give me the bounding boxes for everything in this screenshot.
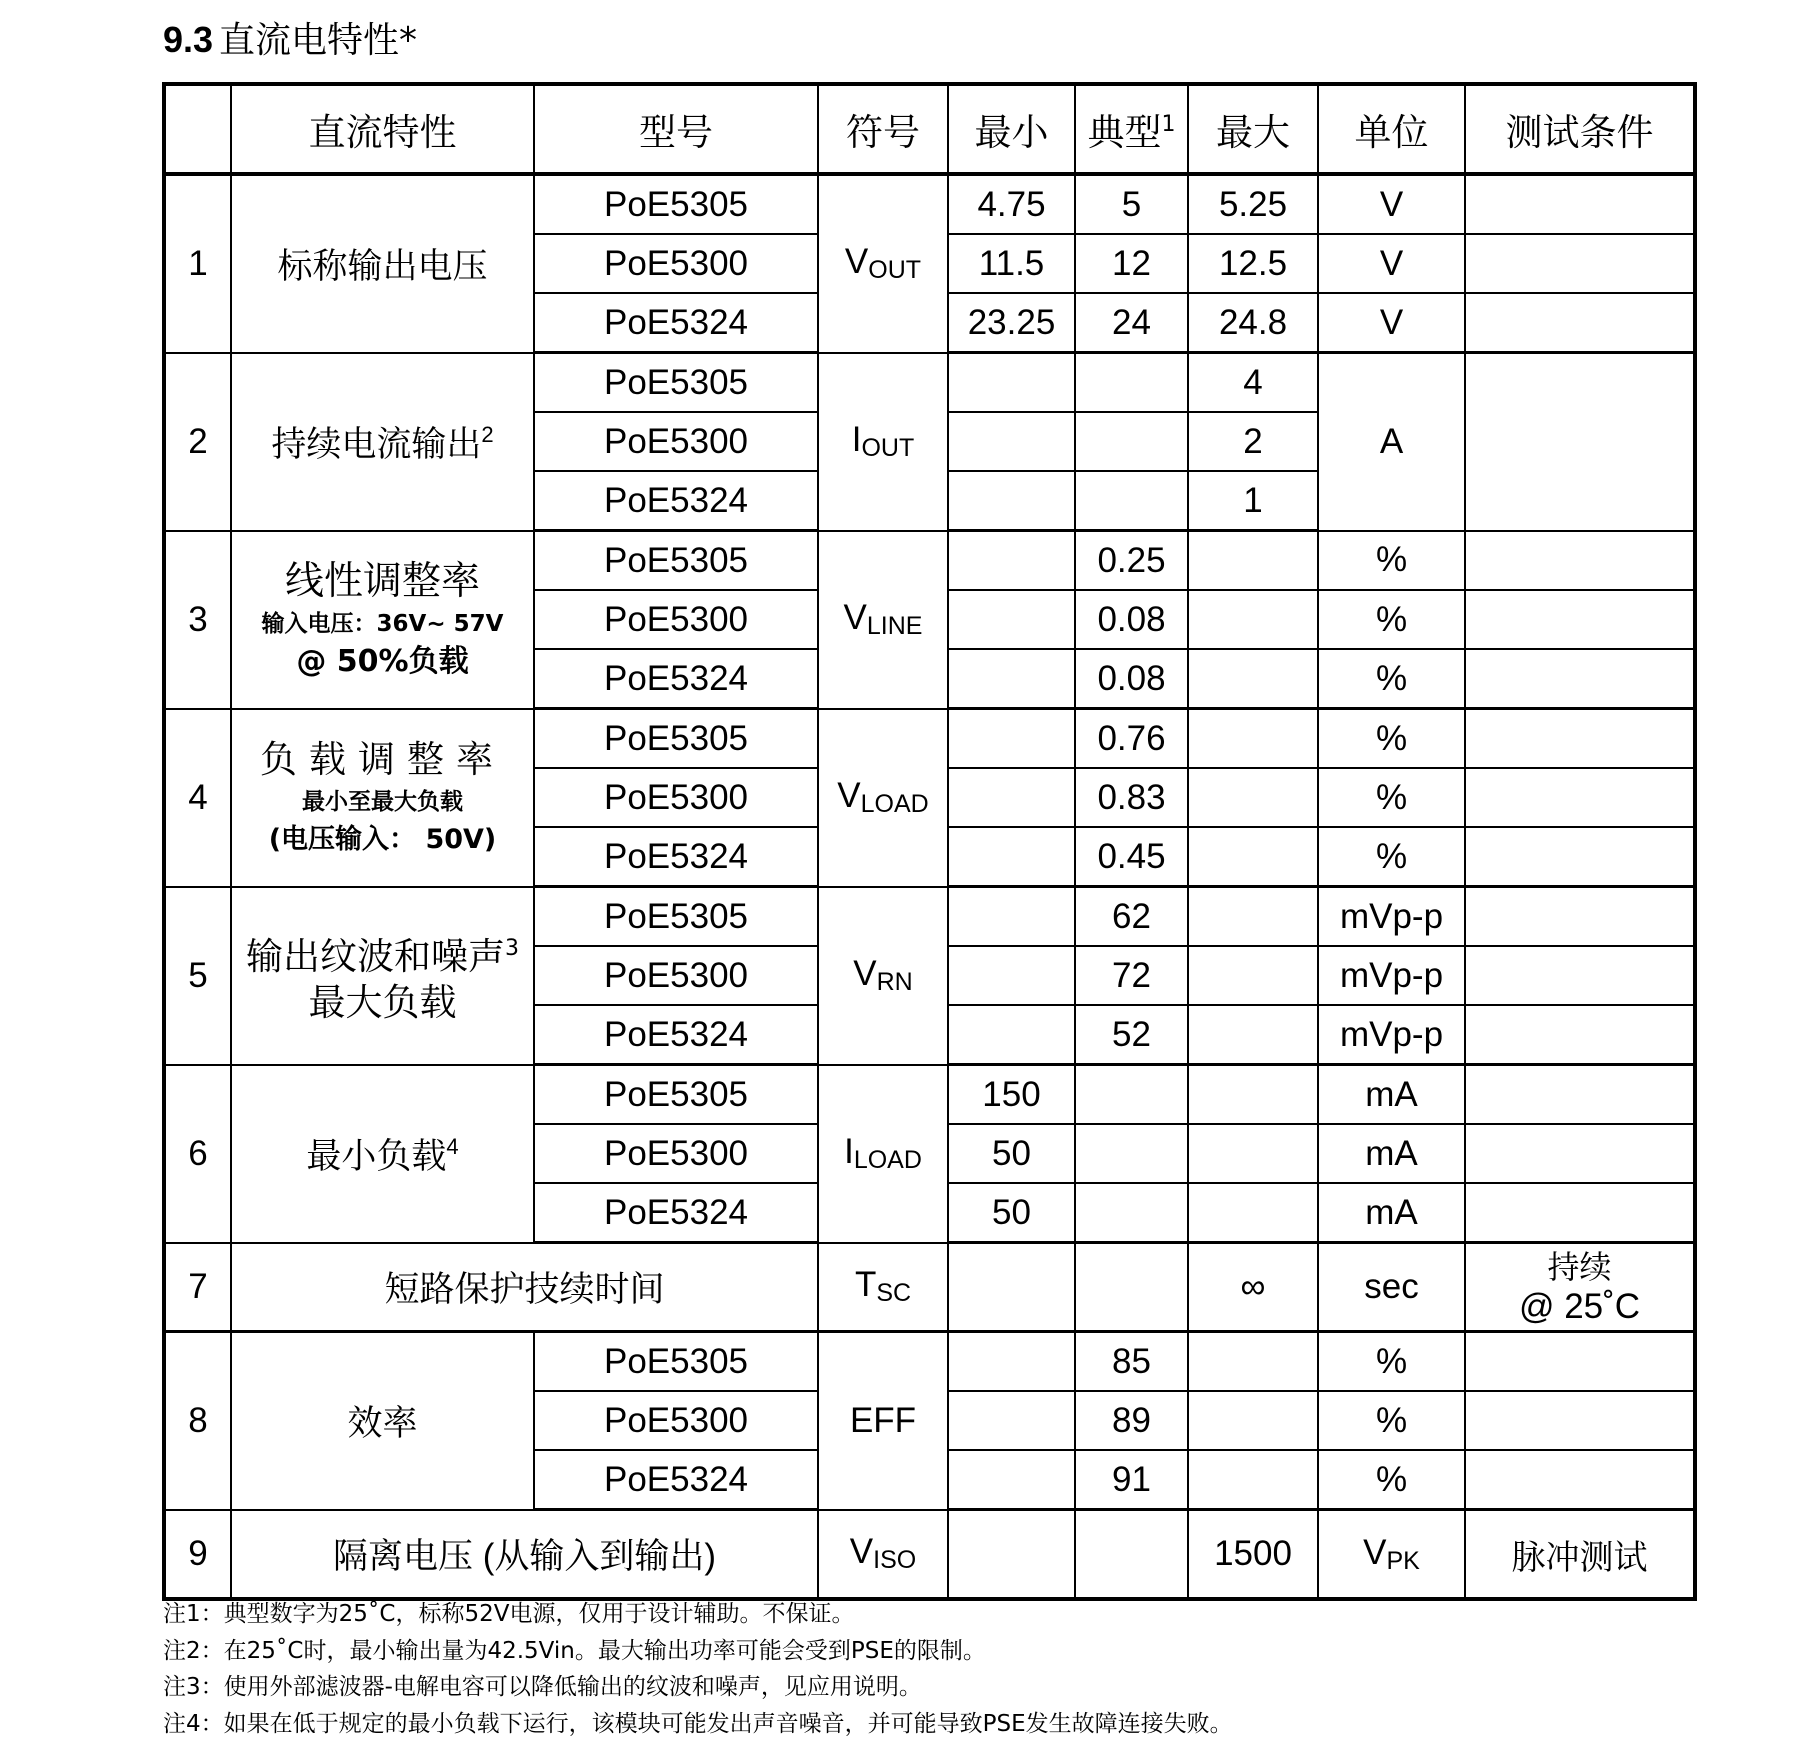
- table-row: [164, 887, 1695, 947]
- header-typ-footnote: 1: [1162, 112, 1176, 137]
- symbol-cell: ILOAD: [818, 1065, 948, 1243]
- condition-cell: [1465, 709, 1695, 769]
- model-cell: PoE5305: [534, 1332, 818, 1392]
- row-index: 2: [164, 353, 231, 531]
- min-cell: [948, 649, 1075, 709]
- unit-cell: %: [1318, 768, 1465, 827]
- table-row: [164, 1510, 1695, 1600]
- typ-cell: 0.08: [1075, 590, 1188, 649]
- footnote-2: 注2：在25˚C时，最小输出量为42.5Vin。最大输出功率可能会受到PSE的限制。: [163, 1633, 1233, 1670]
- max-cell: 24.8: [1188, 293, 1318, 353]
- model-cell: PoE5324: [534, 827, 818, 887]
- section-heading: [163, 14, 417, 67]
- min-cell: [948, 887, 1075, 947]
- typ-cell: 0.25: [1075, 531, 1188, 591]
- typ-cell: [1075, 1510, 1188, 1600]
- model-cell: PoE5324: [534, 1183, 818, 1243]
- section-title: 直流电特性*: [219, 20, 417, 61]
- row-index: 6: [164, 1065, 231, 1243]
- unit-cell: mVp-p: [1318, 946, 1465, 1005]
- max-cell: [1188, 1391, 1318, 1450]
- condition-cell: [1465, 1065, 1695, 1125]
- row-label: 隔离电压 (从输入到输出): [231, 1510, 818, 1600]
- min-cell: [948, 946, 1075, 1005]
- symbol-cell: VLOAD: [818, 709, 948, 887]
- row-index: 4: [164, 709, 231, 887]
- condition-cell: [1465, 293, 1695, 353]
- typ-cell: [1075, 471, 1188, 531]
- row-label: 最小负载$^4$: [231, 1065, 534, 1243]
- header-symbol: 符号: [818, 84, 948, 174]
- typ-cell: 89: [1075, 1391, 1188, 1450]
- unit-cell: %: [1318, 649, 1465, 709]
- unit-cell: mA: [1318, 1124, 1465, 1183]
- max-cell: 4: [1188, 353, 1318, 413]
- row-label: 持续电流输出$^2$: [231, 353, 534, 531]
- condition-cell: 脉冲测试: [1465, 1510, 1695, 1600]
- condition-cell: [1465, 946, 1695, 1005]
- unit-cell: %: [1318, 531, 1465, 591]
- symbol-cell: IOUT: [818, 353, 948, 531]
- max-cell: [1188, 1332, 1318, 1392]
- max-cell: [1188, 1005, 1318, 1065]
- max-cell: [1188, 768, 1318, 827]
- footnote-3: 注3：使用外部滤波器-电解电容可以降低输出的纹波和噪声，见应用说明。: [163, 1669, 1233, 1706]
- header-typ: 典型$^1$: [1075, 84, 1188, 174]
- condition-cell: [1465, 1391, 1695, 1450]
- model-cell: PoE5324: [534, 1005, 818, 1065]
- table-row: [164, 1065, 1695, 1125]
- symbol-cell: VISO: [818, 1510, 948, 1600]
- min-cell: [948, 531, 1075, 591]
- row-index: 9: [164, 1510, 231, 1600]
- model-cell: PoE5305: [534, 887, 818, 947]
- row-index: 1: [164, 174, 231, 353]
- min-cell: 50: [948, 1124, 1075, 1183]
- model-cell: PoE5305: [534, 353, 818, 413]
- label-footnote: 4: [446, 1134, 458, 1159]
- condition-cell: [1465, 234, 1695, 293]
- label-footnote: 2: [481, 422, 493, 447]
- condition-cell: [1465, 649, 1695, 709]
- model-cell: PoE5300: [534, 946, 818, 1005]
- max-cell: [1188, 1450, 1318, 1510]
- typ-cell: 91: [1075, 1450, 1188, 1510]
- symbol-cell: EFF: [818, 1332, 948, 1510]
- row-label: 输出纹波和噪声$^3$ 最大负载: [231, 887, 534, 1065]
- min-cell: [948, 1005, 1075, 1065]
- model-cell: PoE5324: [534, 293, 818, 353]
- min-cell: [948, 471, 1075, 531]
- unit-cell: %: [1318, 1391, 1465, 1450]
- max-cell: [1188, 827, 1318, 887]
- typ-cell: 0.76: [1075, 709, 1188, 769]
- min-cell: [948, 709, 1075, 769]
- max-cell: [1188, 1183, 1318, 1243]
- row-label: 短路保护技续时间: [231, 1243, 818, 1332]
- typ-cell: 5: [1075, 174, 1188, 234]
- condition-cell: [1465, 353, 1695, 531]
- min-cell: [948, 768, 1075, 827]
- typ-cell: 12: [1075, 234, 1188, 293]
- condition-cell: [1465, 174, 1695, 234]
- model-cell: PoE5324: [534, 1450, 818, 1510]
- row-label: 负载调整率 最小至最大负载 (电压输入： 50V): [231, 709, 534, 887]
- model-cell: PoE5305: [534, 1065, 818, 1125]
- row-label: 效率: [231, 1332, 534, 1510]
- unit-cell: V: [1318, 234, 1465, 293]
- min-cell: 23.25: [948, 293, 1075, 353]
- typ-cell: 72: [1075, 946, 1188, 1005]
- unit-cell: %: [1318, 827, 1465, 887]
- header-index: [164, 84, 231, 174]
- unit-cell: mA: [1318, 1183, 1465, 1243]
- typ-cell: 52: [1075, 1005, 1188, 1065]
- unit-cell: mVp-p: [1318, 887, 1465, 947]
- condition-cell: [1465, 531, 1695, 591]
- row-label: 标称输出电压: [231, 174, 534, 353]
- typ-cell: 0.08: [1075, 649, 1188, 709]
- symbol-cell: VLINE: [818, 531, 948, 709]
- min-cell: 50: [948, 1183, 1075, 1243]
- row-index: 3: [164, 531, 231, 709]
- model-cell: PoE5305: [534, 709, 818, 769]
- max-cell: [1188, 946, 1318, 1005]
- typ-cell: [1075, 412, 1188, 471]
- row-index: 7: [164, 1243, 231, 1332]
- unit-cell: mVp-p: [1318, 1005, 1465, 1065]
- header-max: 最大: [1188, 84, 1318, 174]
- symbol-cell: TSC: [818, 1243, 948, 1332]
- row-label: 线性调整率 输入电压：36V~ 57V @ 50%负载: [231, 531, 534, 709]
- header-condition: 测试条件: [1465, 84, 1695, 174]
- model-cell: PoE5305: [534, 174, 818, 234]
- label-footnote: 3: [505, 936, 519, 961]
- table-row: [164, 353, 1695, 413]
- unit-cell: V: [1318, 293, 1465, 353]
- model-cell: PoE5300: [534, 768, 818, 827]
- model-cell: PoE5300: [534, 1124, 818, 1183]
- table-row: [164, 709, 1695, 769]
- unit-cell: %: [1318, 1450, 1465, 1510]
- typ-cell: 24: [1075, 293, 1188, 353]
- model-cell: PoE5300: [534, 590, 818, 649]
- header-unit: 单位: [1318, 84, 1465, 174]
- condition-cell: [1465, 887, 1695, 947]
- dc-characteristics-table: [162, 82, 1697, 1601]
- condition-cell: [1465, 768, 1695, 827]
- max-cell: [1188, 709, 1318, 769]
- footnotes: [163, 1596, 1233, 1742]
- header-min: 最小: [948, 84, 1075, 174]
- min-cell: [948, 412, 1075, 471]
- max-cell: 5.25: [1188, 174, 1318, 234]
- min-cell: [948, 827, 1075, 887]
- max-cell: [1188, 887, 1318, 947]
- min-cell: [948, 1391, 1075, 1450]
- min-cell: [948, 590, 1075, 649]
- symbol-cell: VOUT: [818, 174, 948, 353]
- max-cell: 2: [1188, 412, 1318, 471]
- model-cell: PoE5300: [534, 412, 818, 471]
- max-cell: [1188, 1124, 1318, 1183]
- max-cell: [1188, 531, 1318, 591]
- model-cell: PoE5305: [534, 531, 818, 591]
- model-cell: PoE5324: [534, 471, 818, 531]
- condition-cell: 持续 @ 25˚C: [1465, 1243, 1695, 1332]
- max-cell: [1188, 649, 1318, 709]
- max-cell: 1: [1188, 471, 1318, 531]
- model-cell: PoE5324: [534, 649, 818, 709]
- typ-cell: [1075, 1243, 1188, 1332]
- condition-cell: [1465, 1005, 1695, 1065]
- typ-cell: 0.45: [1075, 827, 1188, 887]
- min-cell: 4.75: [948, 174, 1075, 234]
- unit-cell: %: [1318, 1332, 1465, 1392]
- header-characteristic: 直流特性: [231, 84, 534, 174]
- condition-cell: [1465, 590, 1695, 649]
- table-row: [164, 174, 1695, 234]
- typ-cell: [1075, 1124, 1188, 1183]
- table-header-row: [164, 84, 1695, 174]
- unit-cell: V: [1318, 174, 1465, 234]
- condition-cell: [1465, 1183, 1695, 1243]
- unit-cell: A: [1318, 353, 1465, 531]
- table-row: [164, 1243, 1695, 1332]
- typ-cell: 62: [1075, 887, 1188, 947]
- symbol-cell: VRN: [818, 887, 948, 1065]
- typ-cell: [1075, 353, 1188, 413]
- min-cell: 150: [948, 1065, 1075, 1125]
- table-row: [164, 1332, 1695, 1392]
- row-index: 5: [164, 887, 231, 1065]
- max-cell: ∞: [1188, 1243, 1318, 1332]
- typ-cell: [1075, 1065, 1188, 1125]
- min-cell: [948, 1332, 1075, 1392]
- unit-cell: %: [1318, 590, 1465, 649]
- max-cell: [1188, 1065, 1318, 1125]
- model-cell: PoE5300: [534, 1391, 818, 1450]
- min-cell: [948, 1510, 1075, 1600]
- row-index: 8: [164, 1332, 231, 1510]
- header-model: 型号: [534, 84, 818, 174]
- min-cell: [948, 1450, 1075, 1510]
- max-cell: [1188, 590, 1318, 649]
- max-cell: 12.5: [1188, 234, 1318, 293]
- model-cell: PoE5300: [534, 234, 818, 293]
- condition-cell: [1465, 1450, 1695, 1510]
- typ-cell: 85: [1075, 1332, 1188, 1392]
- unit-cell: mA: [1318, 1065, 1465, 1125]
- condition-cell: [1465, 1124, 1695, 1183]
- unit-cell: %: [1318, 709, 1465, 769]
- section-number: 9.3: [163, 19, 213, 60]
- typ-cell: 0.83: [1075, 768, 1188, 827]
- footnote-4: 注4：如果在低于规定的最小负载下运行，该模块可能发出声音噪音，并可能导致PSE发生故障连接失败。: [163, 1706, 1233, 1742]
- min-cell: [948, 1243, 1075, 1332]
- footnote-1: 注1：典型数字为25˚C，标称52V电源，仅用于设计辅助。不保证。: [163, 1596, 1233, 1633]
- min-cell: 11.5: [948, 234, 1075, 293]
- unit-cell: VPK: [1318, 1510, 1465, 1600]
- typ-cell: [1075, 1183, 1188, 1243]
- condition-cell: [1465, 1332, 1695, 1392]
- min-cell: [948, 353, 1075, 413]
- condition-cell: [1465, 827, 1695, 887]
- unit-cell: sec: [1318, 1243, 1465, 1332]
- table-row: [164, 531, 1695, 591]
- max-cell: 1500: [1188, 1510, 1318, 1600]
